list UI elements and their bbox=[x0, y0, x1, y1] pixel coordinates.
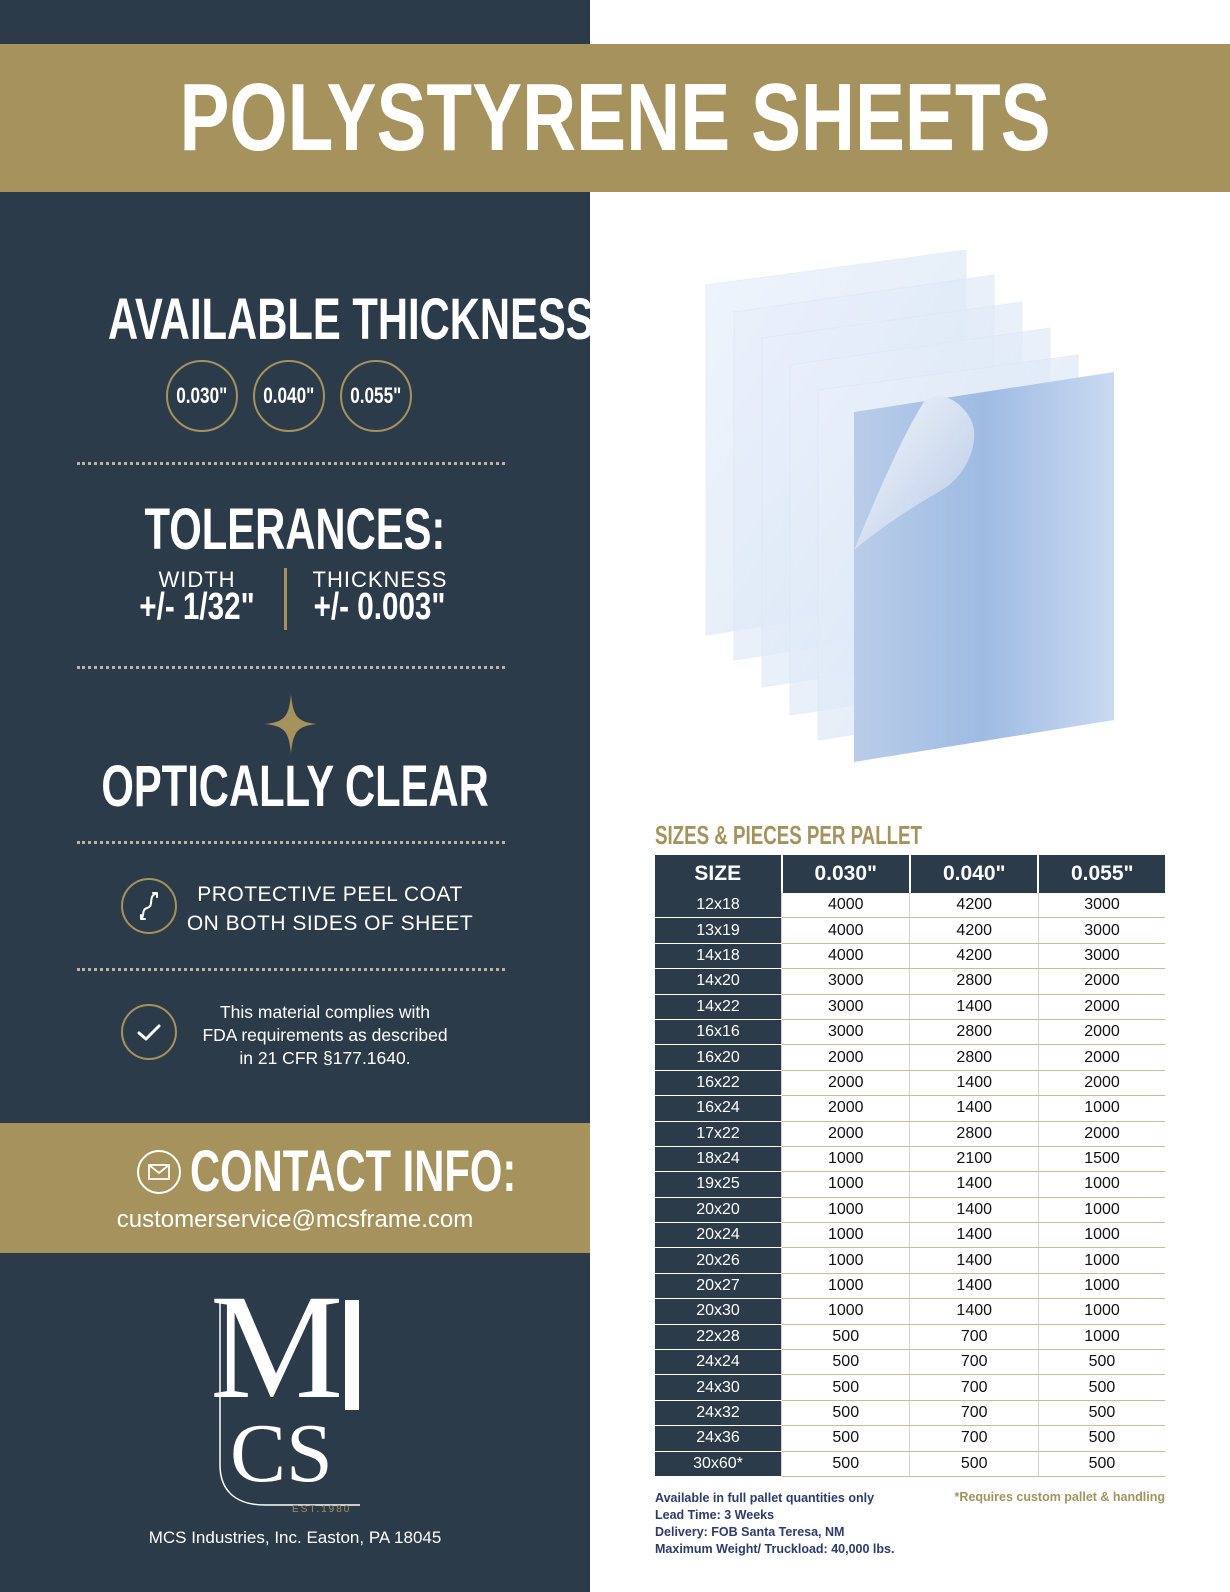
pieces-cell: 2000 bbox=[782, 1045, 910, 1070]
pallet-table bbox=[655, 855, 1165, 1477]
pieces-cell: 2000 bbox=[1038, 1019, 1165, 1044]
pieces-cell: 700 bbox=[910, 1400, 1038, 1425]
footer-address: MCS Industries, Inc. Easton, PA 18045 bbox=[148, 1528, 442, 1547]
pieces-cell: 500 bbox=[782, 1375, 910, 1400]
pieces-cell: 1000 bbox=[1038, 1197, 1165, 1222]
table-row bbox=[655, 1121, 1165, 1146]
pieces-cell: 2000 bbox=[1038, 1070, 1165, 1095]
table-row bbox=[655, 918, 1165, 943]
peel-icon bbox=[121, 878, 177, 934]
table-row bbox=[655, 994, 1165, 1019]
pieces-cell: 2000 bbox=[1038, 1121, 1165, 1146]
header-055: 0.055" bbox=[1038, 855, 1165, 893]
pieces-cell: 500 bbox=[1038, 1451, 1165, 1476]
pieces-cell: 1000 bbox=[1038, 1273, 1165, 1298]
size-cell: 22x28 bbox=[655, 1324, 782, 1349]
table-row bbox=[655, 1273, 1165, 1298]
pieces-cell: 3000 bbox=[782, 1019, 910, 1044]
table-row bbox=[655, 1248, 1165, 1273]
table-title: SIZES & PIECES PER PALLET bbox=[655, 820, 922, 850]
pieces-cell: 500 bbox=[1038, 1426, 1165, 1451]
size-cell: 20x20 bbox=[655, 1197, 782, 1222]
pieces-cell: 2800 bbox=[910, 1019, 1038, 1044]
pieces-cell: 700 bbox=[910, 1350, 1038, 1375]
table-row bbox=[655, 1400, 1165, 1425]
pallet-notes bbox=[655, 1490, 894, 1558]
table-row bbox=[655, 1197, 1165, 1222]
pieces-cell: 1400 bbox=[910, 1273, 1038, 1298]
table-row bbox=[655, 943, 1165, 968]
divider bbox=[77, 666, 505, 669]
pieces-cell: 1000 bbox=[1038, 1172, 1165, 1197]
pieces-cell: 1000 bbox=[1038, 1096, 1165, 1121]
pieces-cell: 500 bbox=[782, 1426, 910, 1451]
page-title: POLYSTYRENE SHEETS bbox=[179, 64, 1051, 171]
pieces-cell: 4200 bbox=[910, 918, 1038, 943]
pieces-cell: 3000 bbox=[782, 994, 910, 1019]
size-cell: 14x20 bbox=[655, 969, 782, 994]
logo-cs: CS bbox=[230, 1407, 333, 1500]
pieces-cell: 700 bbox=[910, 1375, 1038, 1400]
table-row bbox=[655, 1223, 1165, 1248]
pieces-cell: 4000 bbox=[782, 943, 910, 968]
table-row bbox=[655, 1070, 1165, 1095]
size-cell: 12x18 bbox=[655, 893, 782, 918]
pieces-cell: 2000 bbox=[1038, 994, 1165, 1019]
pieces-cell: 1000 bbox=[782, 1273, 910, 1298]
size-cell: 24x24 bbox=[655, 1350, 782, 1375]
thicknesses-heading: AVAILABLE THICKNESSES: bbox=[107, 287, 664, 352]
pieces-cell: 1000 bbox=[1038, 1248, 1165, 1273]
table-row bbox=[655, 1299, 1165, 1324]
pieces-cell: 1400 bbox=[910, 1096, 1038, 1121]
pieces-cell: 1000 bbox=[782, 1146, 910, 1171]
pieces-cell: 3000 bbox=[782, 969, 910, 994]
size-cell: 20x27 bbox=[655, 1273, 782, 1298]
pieces-cell: 1000 bbox=[782, 1197, 910, 1222]
size-cell: 13x19 bbox=[655, 918, 782, 943]
size-cell: 16x20 bbox=[655, 1045, 782, 1070]
pieces-cell: 4000 bbox=[782, 893, 910, 918]
table-row bbox=[655, 1426, 1165, 1451]
size-cell: 30x60* bbox=[655, 1451, 782, 1476]
divider bbox=[77, 968, 505, 971]
thickness-value: +/- 0.003" bbox=[314, 586, 446, 628]
size-cell: 24x30 bbox=[655, 1375, 782, 1400]
pieces-cell: 3000 bbox=[1038, 918, 1165, 943]
pieces-cell: 500 bbox=[782, 1451, 910, 1476]
logo-m: M bbox=[210, 1264, 344, 1430]
pieces-cell: 700 bbox=[910, 1426, 1038, 1451]
size-cell: 17x22 bbox=[655, 1121, 782, 1146]
pieces-cell: 500 bbox=[1038, 1350, 1165, 1375]
pieces-cell: 700 bbox=[910, 1324, 1038, 1349]
width-value: +/- 1/32" bbox=[139, 586, 255, 628]
delivery-note: Delivery: FOB Santa Teresa, NM bbox=[655, 1525, 845, 1539]
pieces-cell: 2000 bbox=[782, 1070, 910, 1095]
pieces-cell: 2100 bbox=[910, 1146, 1038, 1171]
size-cell: 14x22 bbox=[655, 994, 782, 1019]
pieces-cell: 500 bbox=[1038, 1375, 1165, 1400]
pieces-cell: 1400 bbox=[910, 1248, 1038, 1273]
pieces-cell: 1000 bbox=[782, 1299, 910, 1324]
custom-pallet-note: *Requires custom pallet & handling bbox=[954, 1490, 1165, 1504]
table-row bbox=[655, 1146, 1165, 1171]
lead-time-note: Lead Time: 3 Weeks bbox=[655, 1508, 775, 1522]
pieces-cell: 2800 bbox=[910, 969, 1038, 994]
pieces-cell: 1400 bbox=[910, 1070, 1038, 1095]
table-row bbox=[655, 1324, 1165, 1349]
table-row bbox=[655, 1172, 1165, 1197]
sparkle-icon bbox=[265, 694, 317, 754]
pieces-cell: 500 bbox=[782, 1350, 910, 1375]
thickness-030-badge: 0.030" bbox=[166, 360, 238, 432]
pieces-cell: 1400 bbox=[910, 994, 1038, 1019]
pieces-cell: 1500 bbox=[1038, 1146, 1165, 1171]
table-row bbox=[655, 1096, 1165, 1121]
size-cell: 19x25 bbox=[655, 1172, 782, 1197]
table-header-row bbox=[655, 855, 1165, 893]
pieces-cell: 1400 bbox=[910, 1197, 1038, 1222]
size-cell: 16x24 bbox=[655, 1096, 782, 1121]
envelope-icon bbox=[137, 1150, 181, 1194]
pieces-cell: 3000 bbox=[1038, 943, 1165, 968]
table-row bbox=[655, 1019, 1165, 1044]
pieces-cell: 1000 bbox=[782, 1223, 910, 1248]
tolerances-heading: TOLERANCES: bbox=[144, 497, 446, 562]
size-cell: 16x16 bbox=[655, 1019, 782, 1044]
mcs-logo bbox=[210, 1264, 370, 1520]
pieces-cell: 2000 bbox=[1038, 969, 1165, 994]
table-row bbox=[655, 1350, 1165, 1375]
optically-clear-heading: OPTICALLY CLEAR bbox=[101, 754, 489, 819]
pieces-cell: 4200 bbox=[910, 893, 1038, 918]
header-030: 0.030" bbox=[782, 855, 910, 893]
header-size: SIZE bbox=[655, 855, 782, 893]
max-weight-note: Maximum Weight/ Truckload: 40,000 lbs. bbox=[655, 1542, 895, 1556]
pieces-cell: 500 bbox=[910, 1451, 1038, 1476]
check-icon bbox=[121, 1004, 177, 1060]
divider bbox=[77, 841, 505, 844]
pieces-cell: 1000 bbox=[1038, 1324, 1165, 1349]
pieces-cell: 1400 bbox=[910, 1299, 1038, 1324]
table-row bbox=[655, 1451, 1165, 1476]
thickness-040-badge: 0.040" bbox=[253, 360, 325, 432]
pieces-cell: 2000 bbox=[782, 1096, 910, 1121]
table-row bbox=[655, 1375, 1165, 1400]
size-cell: 20x26 bbox=[655, 1248, 782, 1273]
divider bbox=[77, 462, 505, 465]
size-cell: 16x22 bbox=[655, 1070, 782, 1095]
size-cell: 24x32 bbox=[655, 1400, 782, 1425]
pieces-cell: 1400 bbox=[910, 1172, 1038, 1197]
size-cell: 18x24 bbox=[655, 1146, 782, 1171]
thickness-055-badge: 0.055" bbox=[340, 360, 412, 432]
fda-compliance-text: This material complies with FDA requirements as described in 21 CFR §177.1640. bbox=[202, 1002, 448, 1068]
thickness-label: THICKNESS bbox=[312, 567, 448, 592]
size-cell: 24x36 bbox=[655, 1426, 782, 1451]
peel-coat-text: PROTECTIVE PEEL COAT ON BOTH SIDES OF SHEET bbox=[186, 883, 474, 935]
pieces-cell: 1400 bbox=[910, 1223, 1038, 1248]
contact-heading: CONTACT INFO: bbox=[190, 1139, 517, 1204]
pieces-cell: 2800 bbox=[910, 1121, 1038, 1146]
pieces-cell: 1000 bbox=[782, 1172, 910, 1197]
pieces-cell: 4200 bbox=[910, 943, 1038, 968]
pieces-cell: 2800 bbox=[910, 1045, 1038, 1070]
pieces-cell: 500 bbox=[782, 1400, 910, 1425]
size-cell: 20x24 bbox=[655, 1223, 782, 1248]
size-cell: 14x18 bbox=[655, 943, 782, 968]
pieces-cell: 500 bbox=[782, 1324, 910, 1349]
width-label: WIDTH bbox=[158, 567, 236, 592]
contact-email[interactable]: customerservice@mcsframe.com bbox=[116, 1206, 474, 1233]
pieces-cell: 2000 bbox=[782, 1121, 910, 1146]
pieces-cell: 1000 bbox=[782, 1248, 910, 1273]
table-row bbox=[655, 969, 1165, 994]
pieces-cell: 500 bbox=[1038, 1400, 1165, 1425]
header-040: 0.040" bbox=[910, 855, 1038, 893]
full-pallet-note: Available in full pallet quantities only bbox=[655, 1491, 875, 1505]
table-row bbox=[655, 1045, 1165, 1070]
pieces-cell: 1000 bbox=[1038, 1299, 1165, 1324]
pieces-cell: 1000 bbox=[1038, 1223, 1165, 1248]
pieces-cell: 3000 bbox=[1038, 893, 1165, 918]
pieces-cell: 4000 bbox=[782, 918, 910, 943]
table-row bbox=[655, 893, 1165, 918]
sheets-illustration bbox=[700, 250, 1120, 770]
size-cell: 20x30 bbox=[655, 1299, 782, 1324]
logo-est: EST.1980 bbox=[292, 1504, 352, 1515]
pieces-cell: 2000 bbox=[1038, 1045, 1165, 1070]
